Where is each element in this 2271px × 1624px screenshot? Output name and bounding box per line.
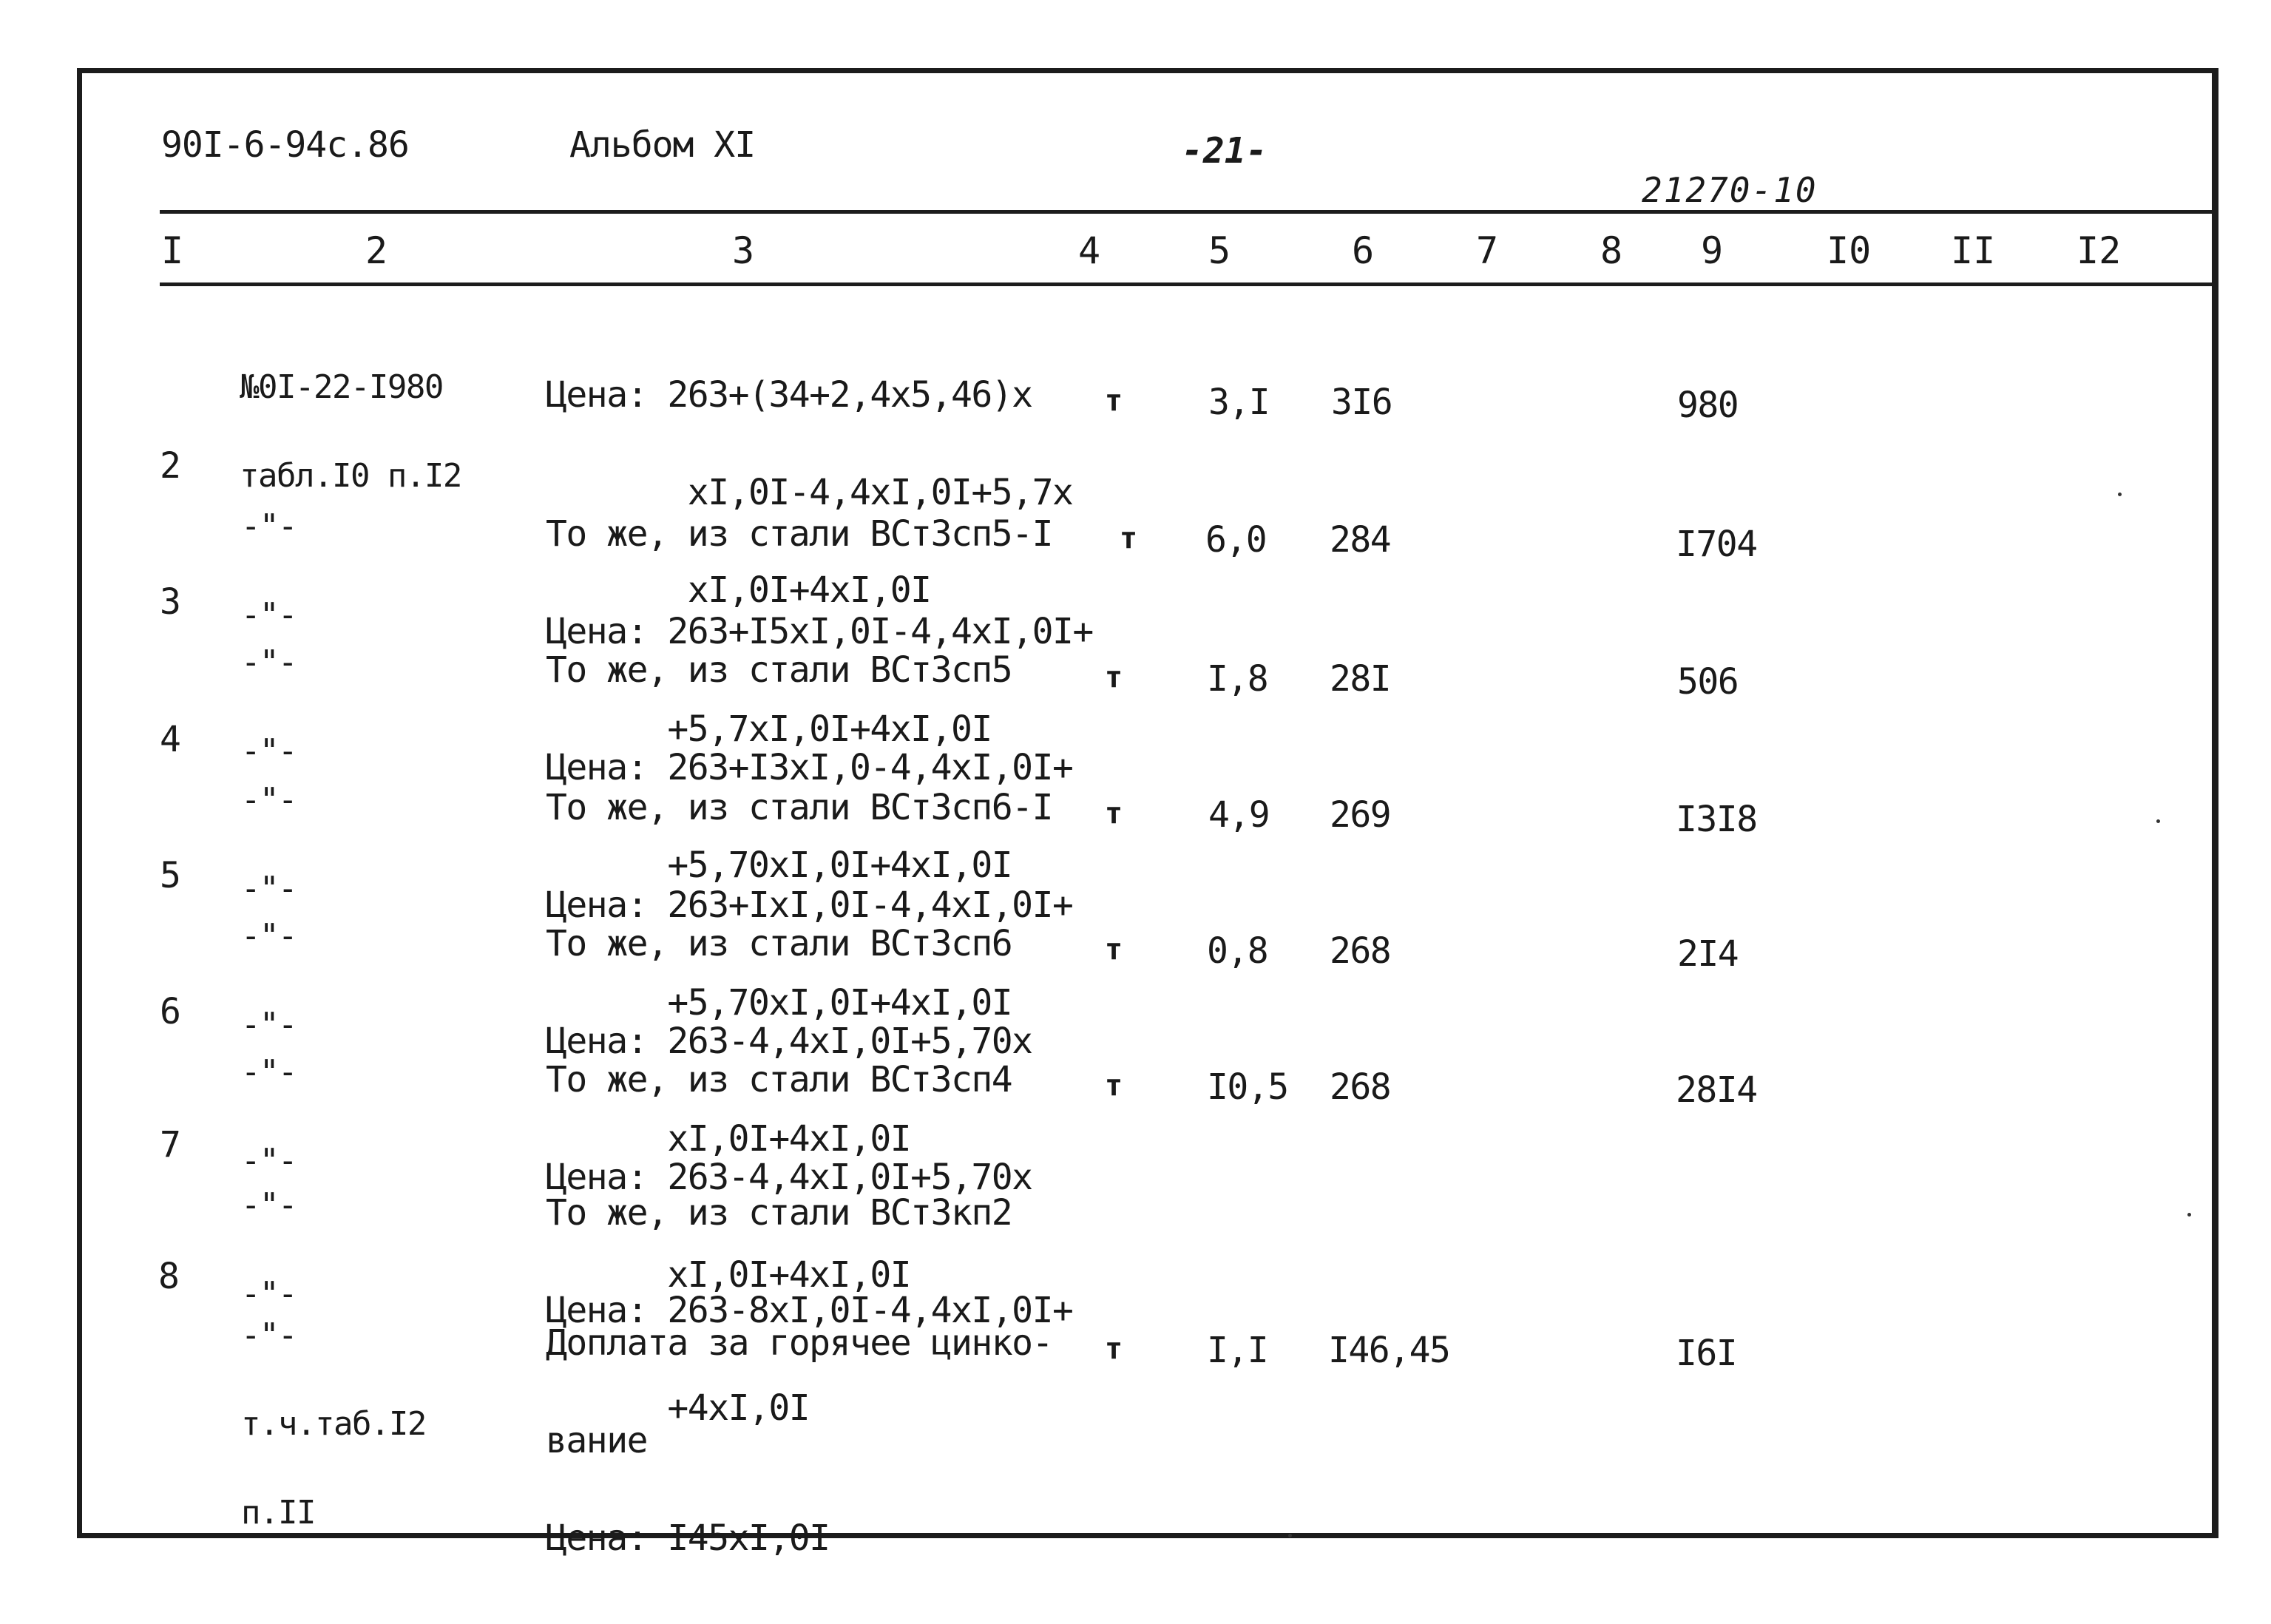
row-quantity: 4,9 (1208, 794, 1270, 836)
row-description: То же, из стали ВСт3сп6-I Цена: 263+IхI,0I-4,4хI,0I+ +5,70хI,0I+4хI,0I (546, 787, 1073, 1024)
col-head-10: I0 (1827, 229, 1872, 272)
row-quantity: 6,0 (1205, 519, 1267, 561)
page-number: -21- (1182, 130, 1268, 172)
archive-number: 21270-10 (1642, 170, 1818, 210)
row-unit: т (1105, 660, 1123, 694)
col-head-6: 6 (1352, 229, 1375, 272)
row-total: 506 (1677, 661, 1739, 703)
row-ref: -"- -"- (241, 1186, 297, 1313)
row-ref: -"- -"- (241, 1053, 297, 1180)
scan-speck (2187, 1213, 2191, 1217)
row-total: 980 (1677, 385, 1739, 426)
scan-speck (2156, 819, 2160, 823)
col-head-9: 9 (1701, 229, 1724, 272)
row-number: 3 (160, 581, 180, 623)
row-unit: т (1105, 933, 1123, 967)
row-unit: т (1105, 1069, 1123, 1103)
row-ref: -"- т.ч.таб.I2 п.II (241, 1316, 426, 1532)
row-quantity: I,I (1207, 1330, 1268, 1371)
row-total: I3I8 (1676, 799, 1757, 840)
row-description: То же, из стали ВСт3сп5-I Цена: 263+I5хI,0I-4,4хI,0I+ +5,7хI,0I+4хI,0I (546, 513, 1093, 750)
col-head-7: 7 (1476, 229, 1499, 272)
row-unit-price: I46,45 (1328, 1330, 1450, 1371)
row-unit: т (1120, 521, 1138, 555)
row-total: 28I4 (1676, 1069, 1757, 1111)
scan-speck (1288, 1534, 1292, 1537)
row-quantity: 0,8 (1207, 930, 1268, 972)
scan-speck (2118, 493, 2122, 496)
document-code: 90I-6-94с.86 (161, 124, 409, 166)
row-unit-price: 284 (1330, 519, 1391, 561)
row-unit: т (1105, 796, 1123, 830)
row-total: I6I (1676, 1333, 1737, 1374)
row-quantity: 3,I (1208, 382, 1270, 423)
row-ref: -"- -"- (241, 781, 297, 907)
col-head-3: 3 (732, 229, 755, 272)
col-head-8: 8 (1600, 229, 1623, 272)
header-bottom-rule (160, 282, 2216, 286)
col-head-1: I (161, 229, 184, 272)
col-head-12: I2 (2077, 229, 2122, 272)
col-head-11: II (1951, 229, 1996, 272)
row-unit-price: 269 (1330, 794, 1391, 836)
row-total: 2I4 (1677, 933, 1739, 975)
row-number: 5 (160, 855, 180, 896)
row-total: I704 (1676, 524, 1757, 565)
row-description: Цена: 263+(34+2,4х5,46)х хI,0I-4,4хI,0I+5,7х хI,0I+4хI,0I (546, 374, 1073, 611)
row-ref: -"- -"- (241, 917, 297, 1043)
row-description: Доплата за горячее цинко- вание Цена: I45хI,0I (546, 1322, 1052, 1559)
row-number: 7 (160, 1124, 180, 1165)
row-unit-price: 28I (1330, 658, 1391, 700)
row-unit-price: 3I6 (1331, 382, 1392, 423)
col-head-2: 2 (365, 229, 388, 272)
row-description: То же, из стали ВСт3сп6 Цена: 263-4,4хI,0I+5,70х хI,0I+4хI,0I (546, 923, 1032, 1160)
album-label: Альбом XI (569, 124, 756, 166)
row-ref: №0I-22-I980 табл.I0 п.I2 (240, 368, 461, 495)
row-number: 6 (160, 991, 180, 1032)
row-number: 8 (158, 1256, 179, 1297)
row-unit: т (1105, 384, 1123, 418)
row-quantity: I,8 (1207, 658, 1268, 700)
col-head-5: 5 (1208, 229, 1231, 272)
row-ref: -"- -"- (241, 507, 297, 634)
row-number: 4 (160, 719, 180, 760)
row-ref: -"- -"- (241, 643, 297, 770)
header-top-rule (160, 210, 2216, 214)
row-quantity: I0,5 (1207, 1066, 1288, 1108)
col-head-4: 4 (1078, 229, 1101, 272)
row-unit-price: 268 (1330, 930, 1391, 972)
row-description: То же, из стали ВСт3кп2 Цена: 263-8хI,0I-4,4хI,0I+ +4хI,0I (546, 1192, 1073, 1429)
row-number: 2 (160, 445, 180, 487)
row-description: То же, из стали ВСт3сп5 Цена: 263+I3хI,0-4,4хI,0I+ +5,70хI,0I+4хI,0I (546, 649, 1073, 886)
row-unit-price: 268 (1330, 1066, 1391, 1108)
row-description: То же, из стали ВСт3сп4 Цена: 263-4,4хI,0I+5,70х хI,0I+4хI,0I (546, 1059, 1032, 1296)
row-unit: т (1105, 1332, 1123, 1366)
